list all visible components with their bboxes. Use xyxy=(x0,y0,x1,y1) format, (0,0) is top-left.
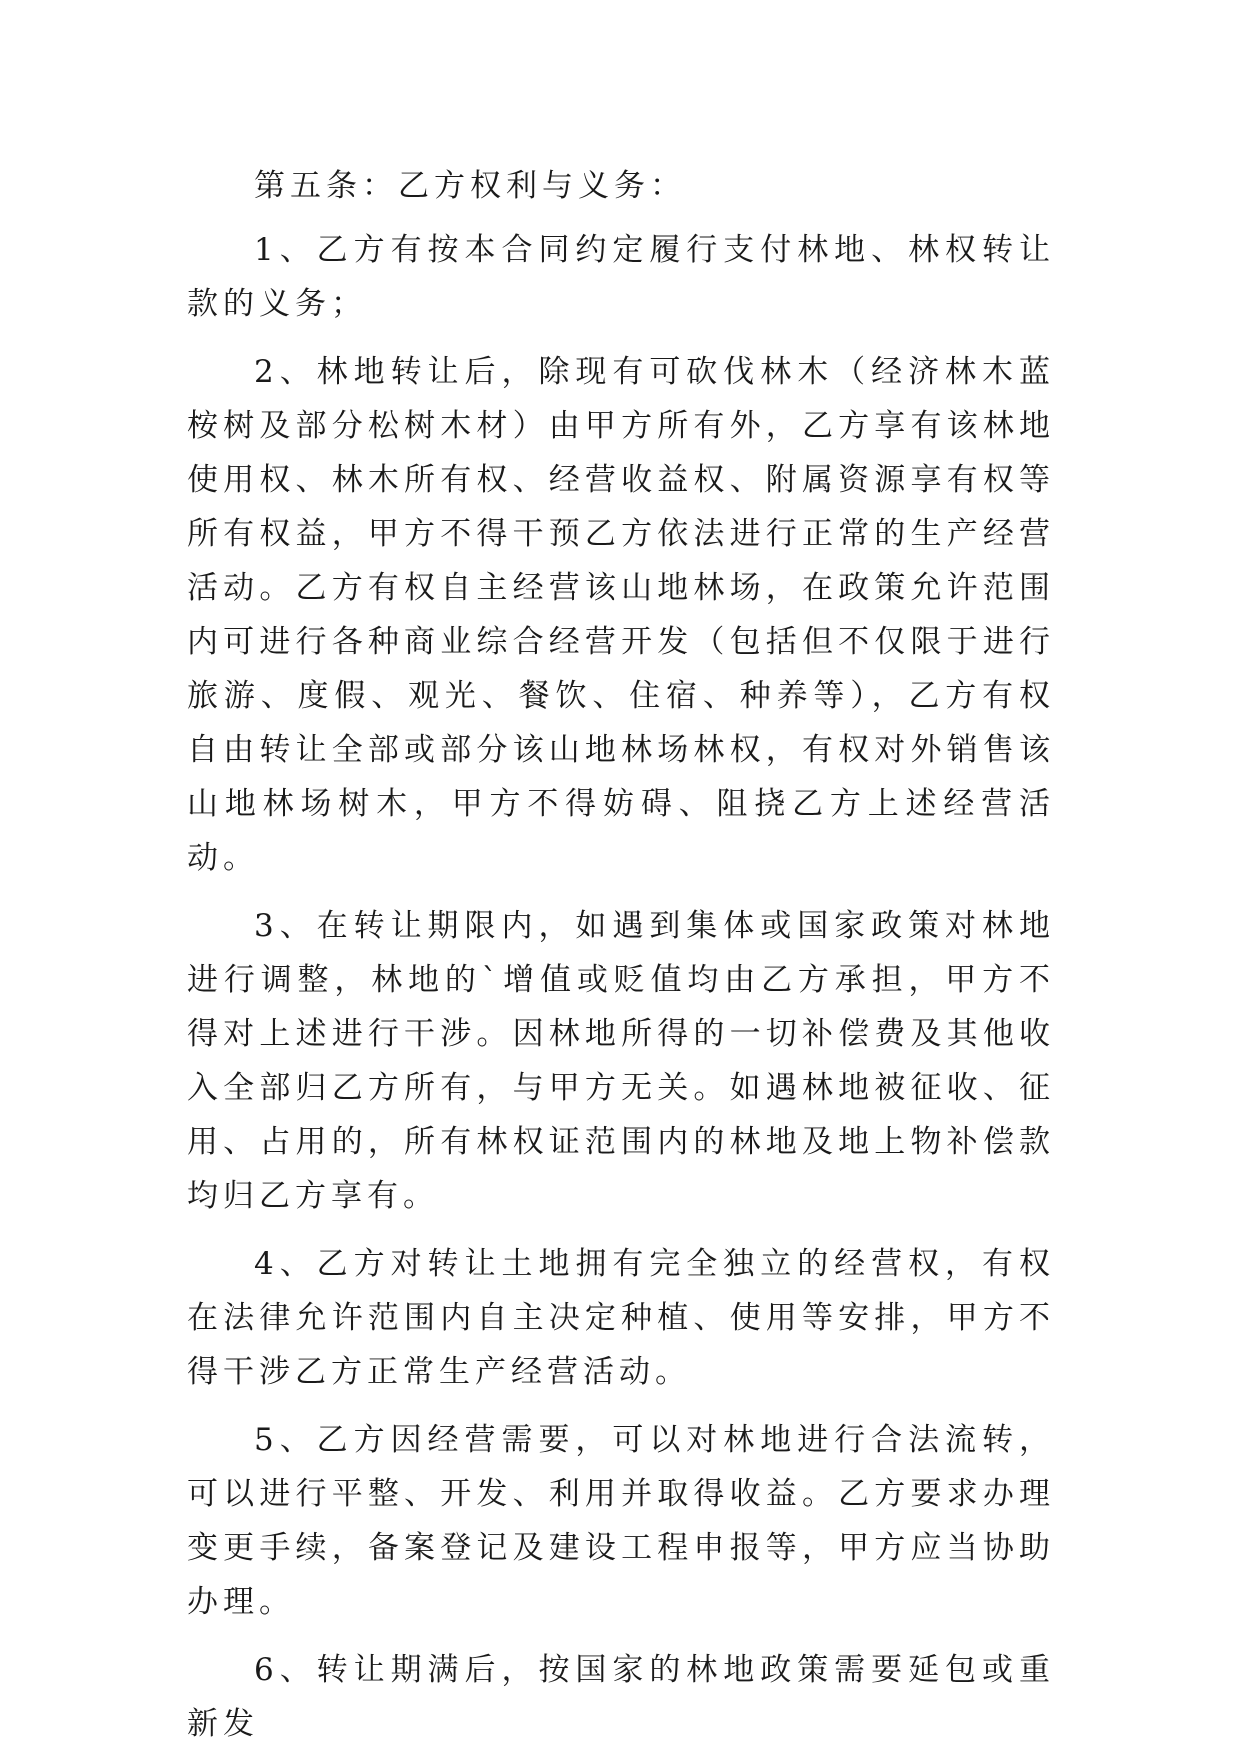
paragraph-1: 1、乙方有按本合同约定履行支付林地、林权转让款的义务； xyxy=(187,232,1055,322)
paragraph-4: 4、乙方对转让土地拥有完全独立的经营权，有权在法律允许范围内自主决定种植、使用等安排，甲方不得干涉乙方正常生产经营活动。 xyxy=(187,1246,1055,1390)
paragraph-3: 3、在转让期限内，如遇到集体或国家政策对林地进行调整，林地的`增值或贬值均由乙方承担，甲方不得对上述进行干涉。因林地所得的一切补偿费及其他收入全部归乙方所有，与甲方无关。如遇林地被征收、征用、占用的，所有林权证范围内的林地及地上物补偿款均归乙方享有。 xyxy=(187,908,1055,1214)
article-heading: 第五条：乙方权利与义务： xyxy=(254,168,686,204)
paragraph-2: 2、林地转让后，除现有可砍伐林木（经济林木蓝桉树及部分松树木材）由甲方所有外，乙方享有该林地使用权、林木所有权、经营收益权、附属资源享有权等所有权益，甲方不得干预乙方依法进行正常的生产经营活动。乙方有权自主经营该山地林场，在政策允许范围内可进行各种商业综合经营开发（包括但不仅限于进行旅游、度假、观光、餐饮、住宿、种养等），乙方有权自由转让全部或部分该山地林场林权，有权对外销售该山地林场树木，甲方不得妨碍、阻挠乙方上述经营活动。 xyxy=(187,354,1055,876)
document-body xyxy=(187,159,1055,1751)
paragraph-5: 5、乙方因经营需要，可以对林地进行合法流转，可以进行平整、开发、利用并取得收益。乙方要求办理变更手续，备案登记及建设工程申报等，甲方应当协助办理。 xyxy=(187,1422,1055,1620)
paragraph-6: 6、转让期满后，按国家的林地政策需要延包或重新发 xyxy=(187,1652,1055,1742)
